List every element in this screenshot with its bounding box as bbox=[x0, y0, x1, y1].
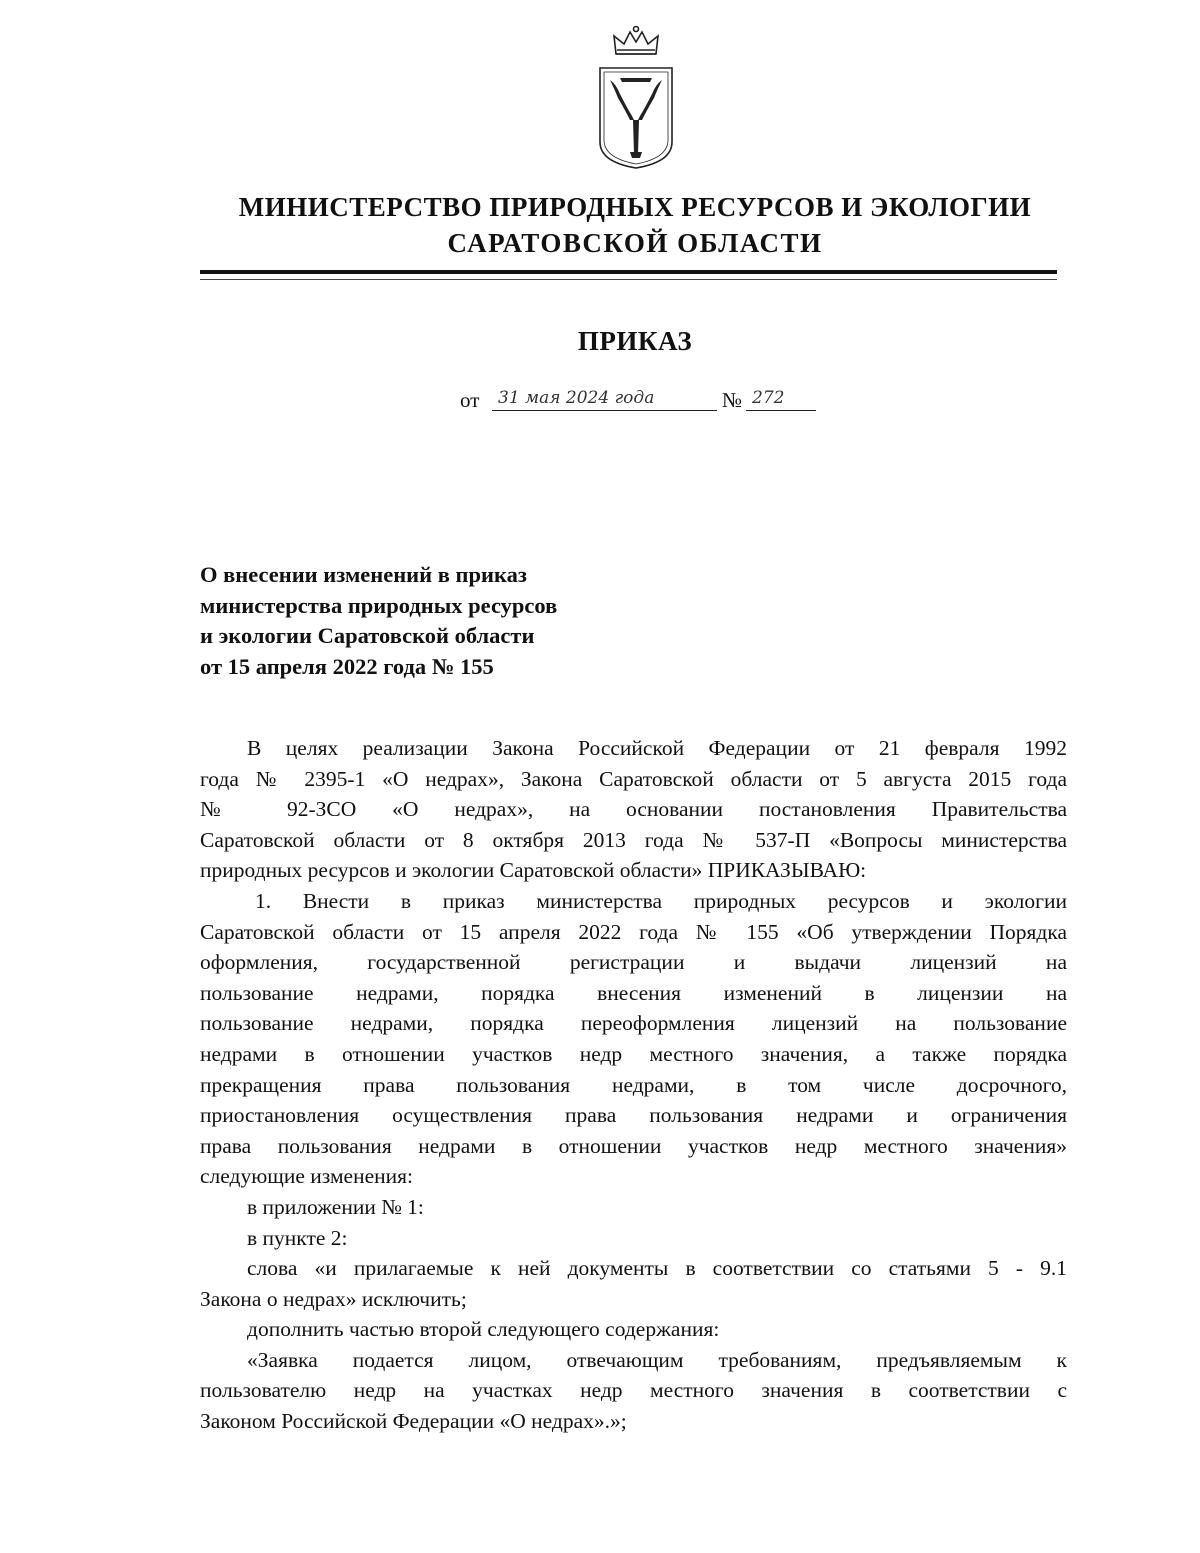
body-line: «Заявка подается лицом, отвечающим требованиям, предъявляемым к bbox=[247, 1347, 1067, 1372]
subject-line: от 15 апреля 2022 года № 155 bbox=[200, 653, 494, 679]
body-line: оформления, государственной регистрации и выдачи лицензий на bbox=[200, 950, 1067, 975]
body-line: Законом Российской Федерации «О недрах».»; bbox=[200, 1409, 627, 1434]
body-line: пользование недрами, порядка внесения изменений в лицензии на bbox=[200, 980, 1067, 1005]
body-line: № 92-ЗСО «О недрах», на основании постановления Правительства bbox=[200, 797, 1067, 822]
number-underline bbox=[746, 410, 816, 411]
body-line: пользователю недр на участках недр местного значения в соответствии с bbox=[200, 1378, 1067, 1403]
body-line: 1. Внести в приказ министерства природных ресурсов и экологии bbox=[255, 888, 1067, 913]
order-subject bbox=[200, 560, 640, 682]
order-date-number-line bbox=[460, 388, 820, 428]
coat-of-arms-emblem bbox=[590, 24, 682, 170]
subject-line: и экологии Саратовской области bbox=[200, 623, 535, 648]
body-line: Саратовской области от 15 апреля 2022 года № 155 «Об утверждении Порядка bbox=[200, 919, 1067, 944]
body-line: недрами в отношении участков недр местного значения, а также порядка bbox=[200, 1041, 1067, 1066]
body-line: Закона о недрах» исключить; bbox=[200, 1286, 467, 1311]
date-underline bbox=[492, 410, 717, 411]
body-line: года № 2395-1 «О недрах», Закона Саратовской области от 5 августа 2015 года bbox=[200, 766, 1067, 791]
handwritten-date: 31 мая 2024 года bbox=[498, 388, 655, 408]
ministry-name-line1: МИНИСТЕРСТВО ПРИРОДНЫХ РЕСУРСОВ И ЭКОЛОГИИ bbox=[238, 192, 1032, 222]
body-line: В целях реализации Закона Российской Федерации от 21 февраля 1992 bbox=[247, 736, 1067, 760]
body-line: приостановления осуществления права пользования недрами и ограничения bbox=[200, 1103, 1067, 1128]
body-line: в приложении № 1: bbox=[247, 1194, 424, 1219]
document-type-title: ПРИКАЗ bbox=[577, 326, 693, 356]
body-line: пользование недрами, порядка переоформления лицензий на пользование bbox=[200, 1011, 1067, 1036]
body-line: права пользования недрами в отношении участков недр местного значения» bbox=[200, 1133, 1067, 1158]
date-prefix: от bbox=[460, 388, 480, 412]
header-divider-thin bbox=[200, 279, 1057, 280]
subject-line: О внесении изменений в приказ bbox=[200, 562, 527, 587]
body-line: дополнить частью второй следующего содержания: bbox=[247, 1317, 720, 1342]
body-line: в пункте 2: bbox=[247, 1225, 348, 1250]
body-line: Саратовской области от 8 октября 2013 года № 537-П «Вопросы министерства bbox=[200, 827, 1067, 852]
body-line: природных ресурсов и экологии Саратовской области» ПРИКАЗЫВАЮ: bbox=[200, 858, 867, 883]
subject-line: министерства природных ресурсов bbox=[200, 592, 558, 618]
body-line: следующие изменения: bbox=[200, 1164, 414, 1189]
ministry-name-line2: САРАТОВСКОЙ ОБЛАСТИ bbox=[447, 228, 823, 258]
body-line: слова «и прилагаемые к ней документы в соответствии со статьями 5 - 9.1 bbox=[247, 1256, 1067, 1281]
handwritten-number: 272 bbox=[752, 388, 785, 408]
order-body bbox=[200, 733, 1067, 1437]
body-line: прекращения права пользования недрами, в том числе досрочного, bbox=[200, 1072, 1067, 1097]
number-prefix: № bbox=[722, 388, 743, 412]
header-divider-thick bbox=[200, 270, 1057, 274]
